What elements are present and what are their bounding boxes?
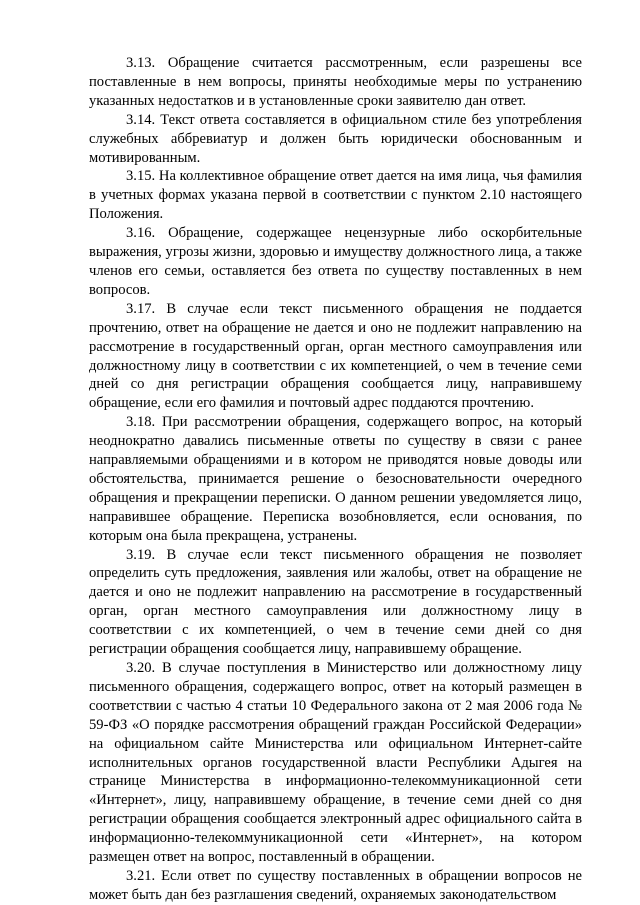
document-body bbox=[89, 54, 582, 905]
paragraph-3-21: 3.21. Если ответ по существу поставленных в обращении вопросов не может быть дан без разглашения сведений, охраняемых законодательством bbox=[89, 867, 582, 903]
paragraph-3-17: 3.17. В случае если текст письменного обращения не поддается прочтению, ответ на обращение не дается и оно не подлежит направлению на рассмотрение в государственный орган, орган местного самоуправления или должностному лицу в соответствии с их компетенцией, о чем в течение семи дней со дня регистрации обращения сообщается лицу, направившему обращение, если его фамилия и почтовый адрес поддаются прочтению. bbox=[89, 300, 582, 412]
paragraph-3-19: 3.19. В случае если текст письменного обращения не позволяет определить суть предложения, заявления или жалобы, ответ на обращение не дается и оно не подлежит направлению на рассмотрение в государственный орган, орган местного самоуправления или должностному лицу в соответствии с их компетенцией, о чем в течение семи дней со дня регистрации обращения сообщается лицу, направившему обращение. bbox=[89, 546, 582, 658]
paragraph-3-18: 3.18. При рассмотрении обращения, содержащего вопрос, на который неоднократно давались письменные ответы по существу в связи с ранее направляемыми обращениями и в котором не приводятся новые доводы или обстоятельства, принимается решение о безосновательности очередного обращения и прекращении переписки. О данном решении уведомляется лицо, направившее обращение. Переписка возобновляется, если основания, по которым она была прекращена, устранены. bbox=[89, 414, 582, 544]
paragraph-3-13: 3.13. Обращение считается рассмотренным, если разрешены все поставленные в нем вопросы, приняты необходимые меры по устранению указанных недостатков и в установленные сроки заявителю дан ответ. bbox=[89, 55, 582, 109]
paragraph-3-14: 3.14. Текст ответа составляется в официальном стиле без употребления служебных аббревиатур и должен быть юридически обоснованным и мотивированным. bbox=[89, 111, 582, 166]
paragraph-3-20: 3.20. В случае поступления в Министерство или должностному лицу письменного обращения, содержащего вопрос, ответ на который размещен в соответствии с частью 4 статьи 10 Федерального закона от 2 мая 2006 года № 59-ФЗ «О порядке рассмотрения обращений граждан Российской Федерации» на официальном сайте Министерства или официальном Интернет-сайте исполнительных органов государственной власти Республики Адыгея на странице Министерства в информационно-телекоммуникационной сети «Интернет», лицу, направившему обращение, в течение семи дней со дня регистрации обращения сообщается электронный адрес официального сайта в информационно-телекоммуникационной сети «Интернет», на котором размещен ответ на вопрос, поставленный в обращении. bbox=[89, 660, 582, 866]
paragraph-3-16: 3.16. Обращение, содержащее нецензурные либо оскорбительные выражения, угрозы жизни, здоровью и имуществу должностного лица, а также членов его семьи, оставляется без ответа по существу поставленных в нем вопросов. bbox=[89, 225, 582, 298]
paragraph-3-15: 3.15. На коллективное обращение ответ дается на имя лица, чья фамилия в учетных формах указана первой в соответствии с пунктом 2.10 настоящего Положения. bbox=[89, 168, 582, 223]
